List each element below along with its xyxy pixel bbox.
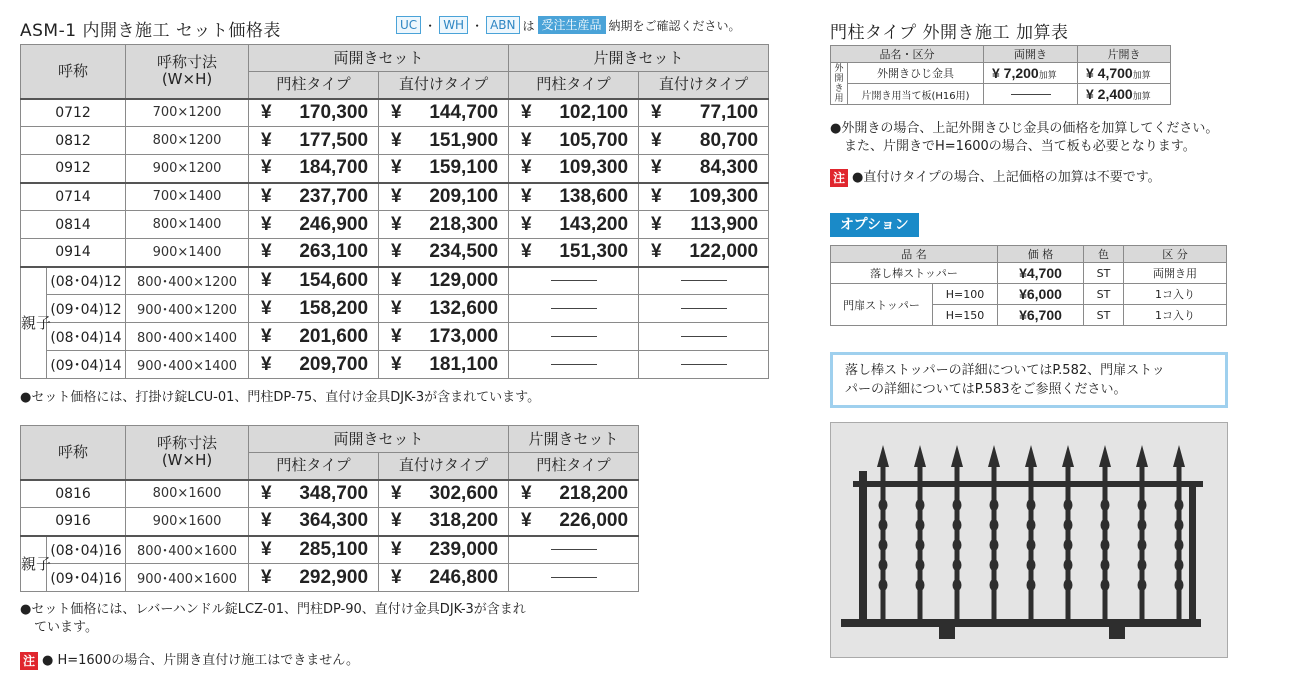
row-size: 700×1200 [126, 99, 249, 127]
price-cell: ¥ 246,800 [379, 564, 509, 592]
picket-spear-tip [914, 445, 926, 467]
table2-note: ●セット価格には、レバーハンドル錠LCZ-01、門柱DP-90、直付け金具DJK-3が含まれ ています。 [20, 602, 526, 635]
price-cell: ¥ 209,700 [249, 351, 379, 379]
header-single-set: 片開きセット [509, 45, 769, 72]
na-dash [509, 267, 639, 295]
price-cell: ¥ 209,100 [379, 183, 509, 211]
color-code: ST [1084, 284, 1124, 305]
option-type: 1コ入り [1124, 284, 1227, 305]
row-size: 900×1400 [126, 239, 249, 267]
price-cell: ¥ 2,400加算 [1078, 84, 1171, 105]
row-code: (09･04)14 [47, 351, 126, 379]
row-code: 0712 [21, 99, 126, 127]
picket-twist [879, 499, 888, 511]
row-code: (08･04)14 [47, 323, 126, 351]
price-cell: ¥ 184,700 [249, 155, 379, 183]
row-code: (09･04)12 [47, 295, 126, 323]
picket-twist [879, 579, 888, 591]
row-size: 800･400×1400 [126, 323, 249, 351]
na-dash [639, 323, 769, 351]
na-dash [509, 564, 639, 592]
addon-item-name: 外開きひじ金具 [848, 63, 984, 84]
price-cell: ¥ 285,100 [249, 536, 379, 564]
options-table [830, 245, 1227, 326]
option-type: 1コ入り [1124, 305, 1227, 326]
row-size: 700×1400 [126, 183, 249, 211]
price-cell: ¥ 151,900 [379, 127, 509, 155]
price-cell: ¥ 109,300 [509, 155, 639, 183]
option-name: 落し棒ストッパー [831, 263, 998, 284]
row-size: 900×1200 [126, 155, 249, 183]
color-tag-wh: WH [439, 16, 468, 34]
picket-twist [1175, 519, 1184, 531]
picket-twist [1064, 539, 1073, 551]
row-code: (08･04)16 [47, 536, 126, 564]
table2-warning [20, 652, 359, 670]
picket-twist [1027, 519, 1036, 531]
picket-twist [1064, 499, 1073, 511]
price-cell: ¥6,700 [998, 305, 1084, 326]
table-row [831, 84, 1171, 105]
header-type: 区 分 [1124, 246, 1227, 263]
warning-text: ●直付けタイプの場合、上記価格の加算は不要です。 [852, 170, 1161, 185]
price-cell: ¥ 159,100 [379, 155, 509, 183]
picket-twist [1064, 579, 1073, 591]
picket-twist [953, 559, 962, 571]
price-cell: ¥ 144,700 [379, 99, 509, 127]
picket-twist [953, 539, 962, 551]
header-item: 品 名 [831, 246, 998, 263]
na-dash [639, 295, 769, 323]
oya-ko-label: 親子 [21, 536, 47, 592]
legend-separator: ・ [424, 18, 437, 33]
price-cell: ¥ 348,700 [249, 480, 379, 508]
picket-twist [1101, 539, 1110, 551]
header-item: 品名・区分 [831, 46, 984, 63]
price-cell: ¥ 84,300 [639, 155, 769, 183]
addon-note: ●外開きの場合、上記外開きひじ金具の価格を加算してください。 また、片開きでH=1600の場合、当て板も必要となります。 [830, 121, 1219, 154]
header-post-type: 門柱タイプ [249, 453, 379, 480]
fence-product-image [830, 422, 1228, 658]
picket-twist [1138, 539, 1147, 551]
price-cell: ¥ 181,100 [379, 351, 509, 379]
header-double-set: 両開きセット [249, 45, 509, 72]
addon-title: 門柱タイプ 外開き施工 加算表 [830, 23, 1069, 43]
price-cell: ¥ 158,200 [249, 295, 379, 323]
table-row [21, 508, 639, 536]
price-cell: ¥ 170,300 [249, 99, 379, 127]
picket-twist [1175, 559, 1184, 571]
option-variant: H=150 [933, 305, 998, 326]
table-row [21, 99, 769, 127]
picket-twist [1101, 499, 1110, 511]
table-row [831, 263, 1227, 284]
picket-twist [879, 539, 888, 551]
price-cell: ¥ 7,200加算 [984, 63, 1078, 84]
option-type: 両開き用 [1124, 263, 1227, 284]
price-cell: ¥ 132,600 [379, 295, 509, 323]
table-row [21, 239, 769, 267]
table1-note: ●セット価格には、打掛け錠LCU-01、門柱DP-75、直付け金具DJK-3が含まれています。 [20, 390, 541, 405]
reference-info-box: 落し棒ストッパーの詳細についてはP.582、門扉ストッ パーの詳細についてはP.583をご参照ください。 [830, 352, 1228, 408]
price-cell: ¥ 226,000 [509, 508, 639, 536]
picket-spear-tip [1136, 445, 1148, 467]
row-size: 900･400×1200 [126, 295, 249, 323]
table-row [21, 183, 769, 211]
table-row [831, 284, 1227, 305]
header-size: 呼称寸法 (W×H) [126, 45, 249, 99]
price-cell: ¥ 154,600 [249, 267, 379, 295]
picket-twist [916, 559, 925, 571]
picket-twist [1101, 519, 1110, 531]
header-direct-type: 直付けタイプ [639, 72, 769, 99]
table-row [831, 63, 1171, 84]
picket-twist [1101, 579, 1110, 591]
color-code: ST [1084, 263, 1124, 284]
picket-spear-tip [1025, 445, 1037, 467]
price-cell: ¥ 77,100 [639, 99, 769, 127]
option-variant: H=100 [933, 284, 998, 305]
price-cell: ¥ 102,100 [509, 99, 639, 127]
picket-twist [1064, 519, 1073, 531]
table-row [21, 295, 769, 323]
price-cell: ¥ 173,000 [379, 323, 509, 351]
na-dash [509, 351, 639, 379]
row-code: 0816 [21, 480, 126, 508]
outward-side-label: 外開き用 [831, 63, 848, 105]
row-size: 800･400×1200 [126, 267, 249, 295]
legend-suffix: は [522, 18, 535, 33]
picket-twist [916, 539, 925, 551]
price-cell: ¥ 318,200 [379, 508, 509, 536]
row-size: 900×1600 [126, 508, 249, 536]
price-cell: ¥ 239,000 [379, 536, 509, 564]
picket-spear-tip [951, 445, 963, 467]
picket-twist [1101, 559, 1110, 571]
caution-badge: 注 [20, 652, 38, 670]
price-cell: ¥ 143,200 [509, 211, 639, 239]
na-dash [639, 267, 769, 295]
price-cell: ¥4,700 [998, 263, 1084, 284]
na-dash [509, 536, 639, 564]
header-double: 両開き [984, 46, 1078, 63]
price-cell: ¥ 234,500 [379, 239, 509, 267]
row-size: 900･400×1400 [126, 351, 249, 379]
picket-twist [990, 559, 999, 571]
picket-twist [1175, 579, 1184, 591]
picket-twist [1138, 519, 1147, 531]
addon-warning [830, 169, 1161, 187]
row-size: 800×1600 [126, 480, 249, 508]
table-row [21, 127, 769, 155]
row-size: 800×1400 [126, 211, 249, 239]
price-cell: ¥ 105,700 [509, 127, 639, 155]
addon-item-name: 片開き用当て板(H16用) [848, 84, 984, 105]
color-legend [396, 16, 741, 34]
picket-twist [1175, 499, 1184, 511]
price-cell: ¥ 138,600 [509, 183, 639, 211]
picket-spear-tip [988, 445, 1000, 467]
table-row [21, 267, 769, 295]
price-cell: ¥ 263,100 [249, 239, 379, 267]
table-row [21, 480, 639, 508]
price-cell: ¥ 201,600 [249, 323, 379, 351]
table-row [21, 536, 639, 564]
header-direct-type: 直付けタイプ [379, 453, 509, 480]
price-table-1600 [20, 425, 639, 592]
picket-spear-tip [1099, 445, 1111, 467]
color-code: ST [1084, 305, 1124, 326]
picket-twist [1138, 499, 1147, 511]
row-code: 0714 [21, 183, 126, 211]
price-table-1200-1400 [20, 44, 769, 379]
na-dash [639, 351, 769, 379]
price-cell: ¥6,000 [998, 284, 1084, 305]
picket-twist [879, 519, 888, 531]
table-row [21, 351, 769, 379]
picket-twist [990, 539, 999, 551]
picket-twist [990, 579, 999, 591]
row-code: 0912 [21, 155, 126, 183]
price-cell: ¥ 237,700 [249, 183, 379, 211]
na-dash [509, 295, 639, 323]
header-single-set: 片開きセット [509, 426, 639, 453]
header-single: 片開き [1078, 46, 1171, 63]
picket-twist [953, 499, 962, 511]
row-size: 800×1200 [126, 127, 249, 155]
color-tag-uc: UC [396, 16, 421, 34]
row-code: (08･04)12 [47, 267, 126, 295]
header-name: 呼称 [21, 426, 126, 480]
header-color: 色 [1084, 246, 1124, 263]
row-code: 0814 [21, 211, 126, 239]
caution-badge: 注 [830, 169, 848, 187]
na-dash [509, 323, 639, 351]
price-cell: ¥ 151,300 [509, 239, 639, 267]
price-cell: ¥ 364,300 [249, 508, 379, 536]
picket-spear-tip [1062, 445, 1074, 467]
picket-twist [916, 519, 925, 531]
legend-separator: ・ [471, 18, 484, 33]
row-code: (09･04)16 [47, 564, 126, 592]
table-row [21, 155, 769, 183]
table-row [21, 564, 639, 592]
picket-twist [1064, 559, 1073, 571]
price-cell: ¥ 302,600 [379, 480, 509, 508]
picket-spear-tip [877, 445, 889, 467]
price-cell: ¥ 246,900 [249, 211, 379, 239]
delivery-note: 納期をご確認ください。 [608, 18, 741, 33]
fence-illustration [831, 423, 1227, 657]
price-cell: ¥ 80,700 [639, 127, 769, 155]
price-table-title: ASM-1 内開き施工 セット価格表 [20, 21, 281, 41]
header-name: 呼称 [21, 45, 126, 99]
price-cell: ¥ 4,700加算 [1078, 63, 1171, 84]
color-tag-abn: ABN [486, 16, 519, 34]
header-price: 価 格 [998, 246, 1084, 263]
table-row [21, 323, 769, 351]
warning-text: ● H=1600の場合、片開き直付け施工はできません。 [42, 653, 360, 668]
made-to-order-badge: 受注生産品 [538, 16, 606, 34]
oya-ko-label: 親子 [21, 267, 47, 379]
picket-twist [953, 579, 962, 591]
picket-twist [1138, 579, 1147, 591]
table-row [21, 211, 769, 239]
picket-twist [1027, 499, 1036, 511]
options-label: オプション [830, 213, 919, 237]
price-cell: ¥ 122,000 [639, 239, 769, 267]
price-cell: ¥ 218,300 [379, 211, 509, 239]
na-dash [984, 84, 1078, 105]
picket-twist [990, 519, 999, 531]
header-size: 呼称寸法 (W×H) [126, 426, 249, 480]
picket-twist [879, 559, 888, 571]
picket-twist [990, 499, 999, 511]
header-double-set: 両開きセット [249, 426, 509, 453]
addon-table [830, 45, 1171, 105]
row-code: 0916 [21, 508, 126, 536]
picket-twist [1027, 539, 1036, 551]
row-size: 800･400×1600 [126, 536, 249, 564]
picket-twist [916, 579, 925, 591]
row-size: 900･400×1600 [126, 564, 249, 592]
option-name: 門扉ストッパー [831, 284, 933, 326]
header-direct-type: 直付けタイプ [379, 72, 509, 99]
picket-twist [1027, 559, 1036, 571]
picket-twist [953, 519, 962, 531]
header-post-type: 門柱タイプ [249, 72, 379, 99]
price-cell: ¥ 109,300 [639, 183, 769, 211]
picket-twist [1138, 559, 1147, 571]
header-post-type: 門柱タイプ [509, 72, 639, 99]
row-code: 0914 [21, 239, 126, 267]
price-cell: ¥ 292,900 [249, 564, 379, 592]
header-post-type: 門柱タイプ [509, 453, 639, 480]
price-cell: ¥ 129,000 [379, 267, 509, 295]
row-code: 0812 [21, 127, 126, 155]
price-cell: ¥ 218,200 [509, 480, 639, 508]
picket-spear-tip [1173, 445, 1185, 467]
price-cell: ¥ 177,500 [249, 127, 379, 155]
price-cell: ¥ 113,900 [639, 211, 769, 239]
picket-twist [1027, 579, 1036, 591]
picket-twist [916, 499, 925, 511]
picket-twist [1175, 539, 1184, 551]
